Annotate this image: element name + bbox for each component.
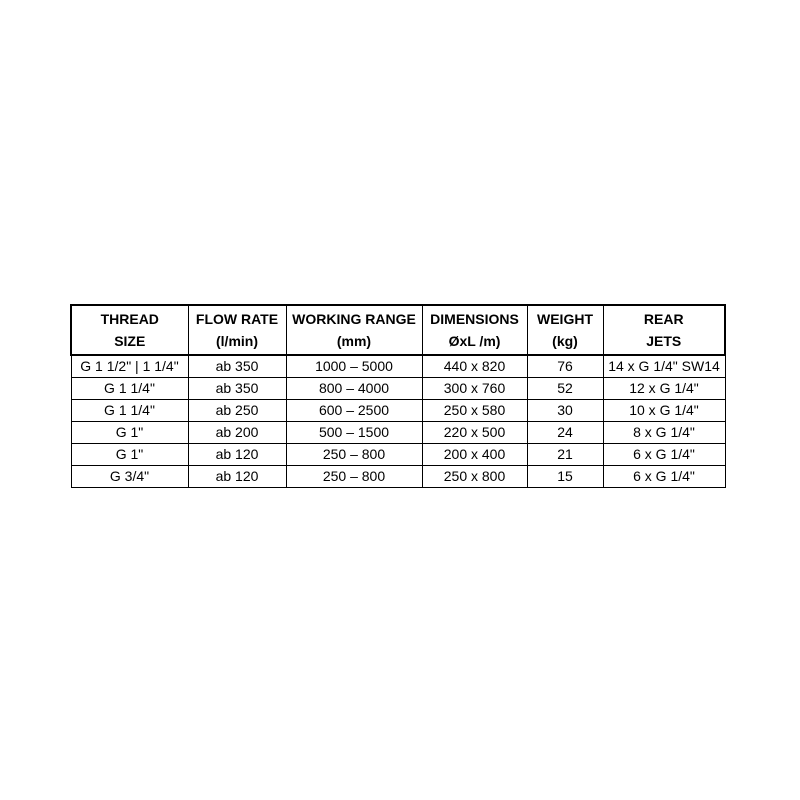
table-row [71,378,725,400]
table-row [71,400,725,422]
table-row [71,422,725,444]
cell-flow-rate: ab 350 [188,378,286,400]
specification-table [70,304,726,488]
header-working-range [286,305,422,355]
cell-flow-rate: ab 200 [188,422,286,444]
cell-flow-rate: ab 350 [188,355,286,378]
header-line: FLOW RATE [195,311,279,327]
header-rear-jets [603,305,725,355]
cell-working-range: 500 – 1500 [286,422,422,444]
cell-flow-rate: ab 120 [188,466,286,488]
table-body [71,355,725,488]
header-line: JETS [646,333,682,349]
header-line: DIMENSIONS [430,311,519,327]
cell-weight: 15 [527,466,603,488]
table-row [71,355,725,378]
cell-thread-size: G 1 1/4" [71,378,188,400]
cell-working-range: 800 – 4000 [286,378,422,400]
cell-dimensions: 200 x 400 [422,444,527,466]
cell-working-range: 600 – 2500 [286,400,422,422]
table-row [71,444,725,466]
cell-rear-jets: 14 x G 1/4" SW14 [603,355,725,378]
cell-rear-jets: 6 x G 1/4" [603,466,725,488]
header-dimensions [422,305,527,355]
header-line: THREAD [100,311,159,327]
cell-weight: 76 [527,355,603,378]
cell-weight: 21 [527,444,603,466]
cell-rear-jets: 12 x G 1/4" [603,378,725,400]
header-line: REAR [643,311,684,327]
cell-weight: 24 [527,422,603,444]
header-row [71,305,725,355]
cell-working-range: 250 – 800 [286,444,422,466]
cell-thread-size: G 1" [71,422,188,444]
cell-rear-jets: 6 x G 1/4" [603,444,725,466]
header-thread-size [71,305,188,355]
cell-dimensions: 250 x 800 [422,466,527,488]
cell-working-range: 250 – 800 [286,466,422,488]
header-weight [527,305,603,355]
cell-dimensions: 250 x 580 [422,400,527,422]
cell-weight: 52 [527,378,603,400]
cell-thread-size: G 1" [71,444,188,466]
header-line: (mm) [336,333,372,349]
cell-working-range: 1000 – 5000 [286,355,422,378]
cell-rear-jets: 8 x G 1/4" [603,422,725,444]
table-header [71,305,725,355]
cell-dimensions: 300 x 760 [422,378,527,400]
cell-flow-rate: ab 120 [188,444,286,466]
cell-flow-rate: ab 250 [188,400,286,422]
cell-weight: 30 [527,400,603,422]
header-line: SIZE [114,333,146,349]
cell-rear-jets: 10 x G 1/4" [603,400,725,422]
table-row [71,466,725,488]
header-line: (kg) [552,333,578,349]
header-line: WEIGHT [537,311,593,327]
cell-thread-size: G 1 1/2" | 1 1/4" [71,355,188,378]
cell-dimensions: 440 x 820 [422,355,527,378]
cell-thread-size: G 3/4" [71,466,188,488]
header-flow-rate [188,305,286,355]
cell-thread-size: G 1 1/4" [71,400,188,422]
header-line: WORKING RANGE [292,311,416,327]
header-line: (l/min) [216,333,258,349]
header-line: ØxL /m) [448,333,501,349]
cell-dimensions: 220 x 500 [422,422,527,444]
